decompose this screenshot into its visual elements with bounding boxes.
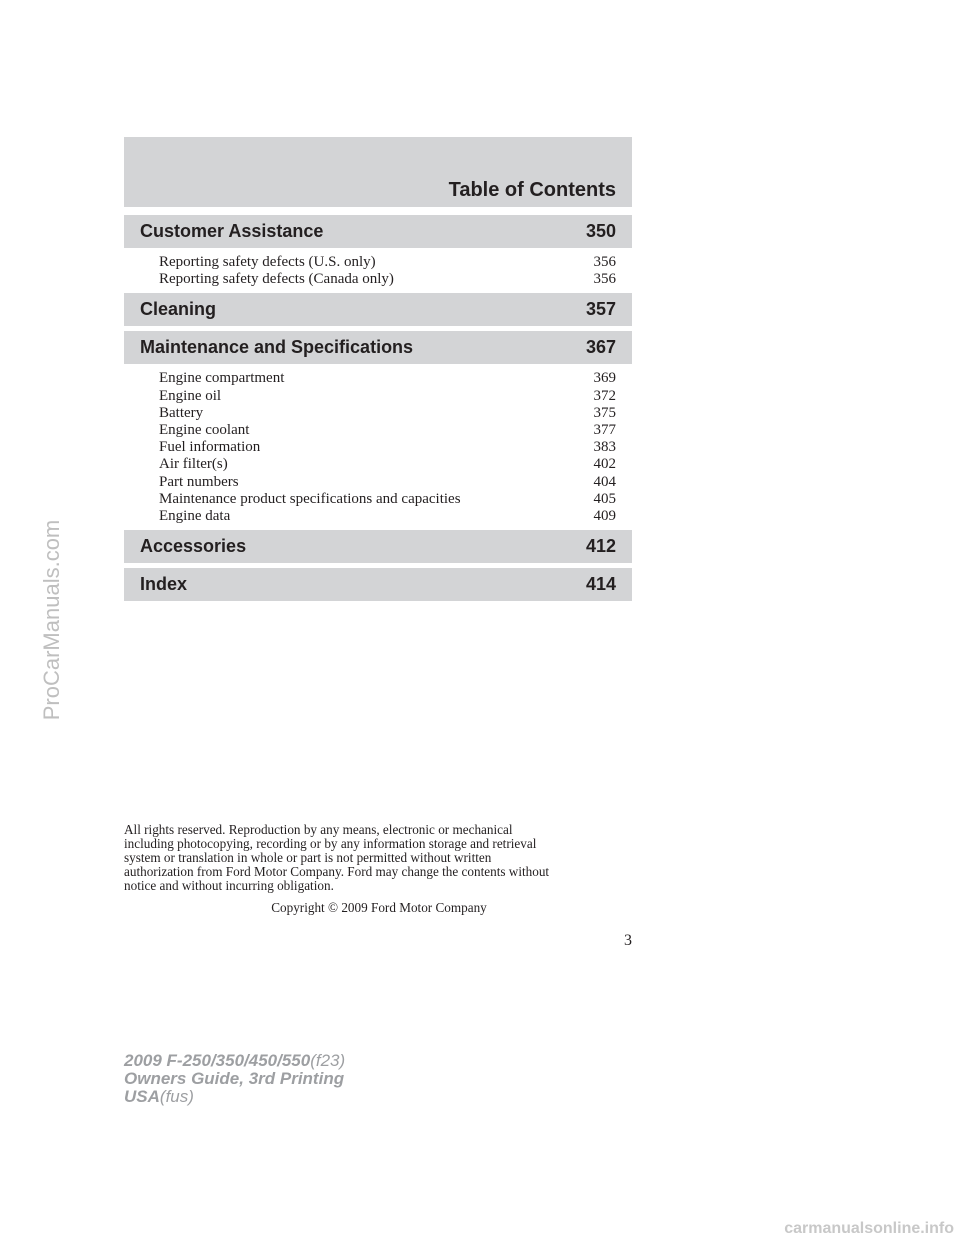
footer-line-3: [124, 1088, 345, 1106]
footer-model-code: (f23): [310, 1051, 346, 1070]
toc-section-page: 412: [585, 536, 616, 557]
footer-model: 2009 F-250/350/450/550: [124, 1051, 311, 1070]
toc-section-accessories[interactable]: [124, 530, 632, 563]
copyright-notice: Copyright © 2009 Ford Motor Company: [271, 900, 487, 915]
toc-section-title: Customer Assistance: [140, 221, 324, 241]
toc-section-maintenance-and-specifications[interactable]: [124, 331, 632, 364]
toc-section-index[interactable]: [124, 568, 632, 601]
toc-item-page: 356: [593, 271, 616, 288]
toc-item[interactable]: [159, 456, 616, 473]
rights-line: authorization from Ford Motor Company. Ford may change the contents without: [124, 864, 550, 879]
toc-section-page: 357: [585, 299, 616, 320]
toc-sub-list: [124, 248, 632, 293]
toc-item[interactable]: [159, 422, 616, 439]
footer-region: USA: [124, 1087, 160, 1106]
toc-section-page: 414: [585, 574, 616, 595]
toc-section-customer-assistance[interactable]: [124, 215, 632, 248]
toc-item[interactable]: [159, 439, 616, 456]
rights-line: notice and without incurring obligation.: [124, 878, 334, 893]
toc-item-label: Part numbers: [159, 473, 239, 490]
header-block: [124, 137, 632, 207]
toc-section-page: 367: [585, 337, 616, 358]
table-of-contents: [124, 215, 632, 601]
toc-section-title: Cleaning: [140, 299, 217, 320]
footer-region-code: (fus): [159, 1087, 194, 1106]
toc-item[interactable]: [159, 405, 616, 422]
document-footer: [124, 1052, 345, 1106]
toc-item-page: 375: [593, 404, 616, 421]
toc-item-page: 383: [593, 439, 616, 456]
toc-item-label: Fuel information: [159, 439, 261, 456]
footer-line-2: Owners Guide, 3rd Printing: [124, 1069, 345, 1088]
rights-line: including photocopying, recording or by any information storage and retrieval: [124, 836, 537, 851]
toc-section-page: 350: [585, 221, 616, 241]
toc-section-cleaning[interactable]: [124, 293, 632, 326]
toc-item-page: 377: [593, 422, 616, 439]
toc-item-page: 402: [593, 456, 616, 473]
toc-section-title: Maintenance and Specifications: [140, 337, 414, 358]
toc-sub-list: [124, 364, 632, 530]
toc-item-page: 404: [593, 473, 616, 490]
toc-item-label: Engine compartment: [159, 370, 285, 387]
toc-item-label: Reporting safety defects (Canada only): [159, 271, 394, 288]
rights-line: system or translation in whole or part is not permitted without written: [124, 850, 492, 865]
toc-item-page: 356: [593, 254, 616, 270]
rights-line: All rights reserved. Reproduction by any means, electronic or mechanical: [124, 822, 513, 837]
side-watermark: ProCarManuals.com: [39, 519, 64, 721]
toc-item-label: Maintenance product specifications and capacities: [159, 490, 461, 507]
rights-notice: [124, 823, 634, 893]
toc-item[interactable]: [159, 491, 616, 508]
toc-section-title: Accessories: [140, 536, 247, 557]
toc-item[interactable]: [159, 271, 616, 288]
toc-item-label: Engine oil: [159, 387, 222, 404]
toc-item[interactable]: [159, 254, 616, 271]
page-number: 3: [624, 932, 632, 949]
toc-item-page: 372: [593, 387, 616, 404]
toc-item-label: Air filter(s): [159, 456, 228, 473]
toc-item-label: Engine coolant: [159, 422, 250, 439]
toc-item-page: 405: [593, 490, 616, 507]
toc-item[interactable]: [159, 474, 616, 491]
toc-item[interactable]: [159, 370, 616, 387]
bottom-watermark: carmanualsonline.info: [784, 1220, 954, 1237]
page-title: Table of Contents: [448, 179, 616, 201]
toc-item-label: Battery: [159, 404, 204, 421]
toc-item[interactable]: [159, 508, 616, 525]
footer-line-1: [124, 1052, 345, 1070]
toc-item[interactable]: [159, 388, 616, 405]
toc-item-page: 369: [593, 370, 616, 387]
toc-item-label: Engine data: [159, 508, 231, 525]
toc-item-page: 409: [593, 508, 616, 525]
toc-section-title: Index: [140, 574, 188, 595]
toc-item-label: Reporting safety defects (U.S. only): [159, 254, 376, 270]
